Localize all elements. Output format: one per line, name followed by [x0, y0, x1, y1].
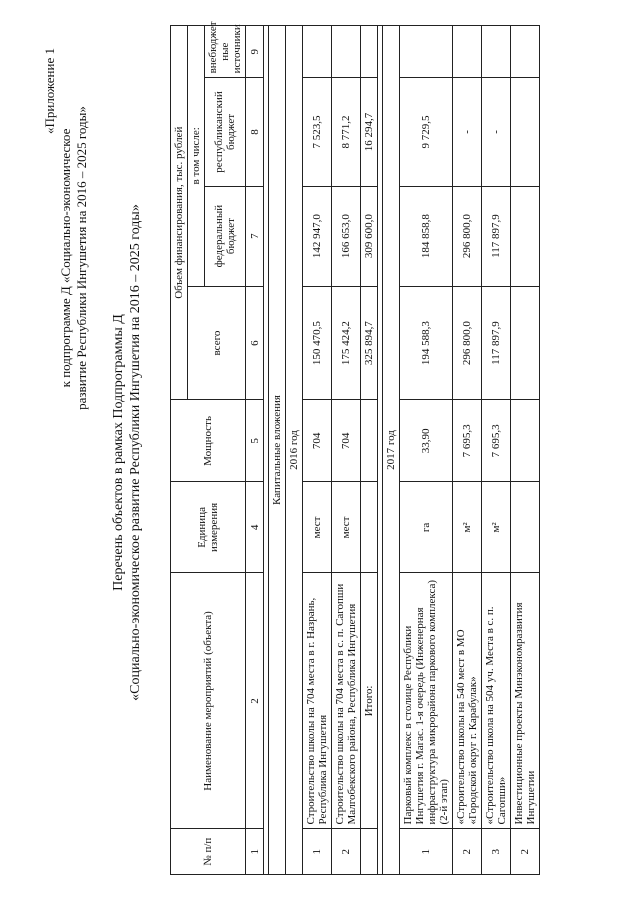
total-num: [361, 829, 378, 875]
year-row: [286, 26, 303, 875]
row-extra: [482, 26, 511, 78]
row-capacity: 33,90: [400, 400, 453, 482]
total-regional: 16 294,7: [361, 78, 378, 186]
row-unit: га: [400, 482, 453, 573]
row-federal: 296 800,0: [453, 186, 482, 286]
row-capacity: 7 695,3: [482, 400, 511, 482]
row-regional: 7 523,5: [303, 78, 332, 186]
row-name: «Строительство школы на 540 мест в МО «Городской округ г. Карабулак»: [453, 573, 482, 829]
row-federal: 184 858,8: [400, 186, 453, 286]
header-including: в том числе:: [188, 26, 205, 287]
total-unit: [361, 482, 378, 573]
header-total: всего: [188, 286, 246, 400]
header-regional: республиканский бюджет: [205, 78, 246, 186]
row-unit: [511, 482, 540, 573]
row-name: «Строительство школа на 504 уч. Места в с. п. Сагопши»: [482, 573, 511, 829]
index-row: [246, 26, 264, 875]
title-line-2: «Социально-экономическое развитие Республики Ингушетия на 2016 – 2025 годы»: [128, 204, 143, 701]
row-extra: [332, 26, 361, 78]
row-name: Парковый комплекс в столице Республики Ингушетия г. Магас. 1-я очередь (Инженерная инфраструктура микрорайона паркового комплекса) (2-й этап): [400, 573, 453, 829]
row-num: 2: [511, 829, 540, 875]
header-federal: федеральный бюджет: [205, 186, 246, 286]
table-row: [511, 26, 540, 875]
row-capacity: [511, 400, 540, 482]
row-num: 2: [332, 829, 361, 875]
row-extra: [453, 26, 482, 78]
total-total: 325 894,7: [361, 286, 378, 400]
row-federal: [511, 186, 540, 286]
row-total: 150 470,5: [303, 286, 332, 400]
row-total: 175 424,2: [332, 286, 361, 400]
row-federal: 142 947,0: [303, 186, 332, 286]
row-regional: 9 729,5: [400, 78, 453, 186]
index-cell: 5: [246, 400, 264, 482]
row-regional: 8 771,2: [332, 78, 361, 186]
row-total: 194 588,3: [400, 286, 453, 400]
row-extra: [400, 26, 453, 78]
row-total: [511, 286, 540, 400]
table-row: [400, 26, 453, 875]
appendix-header: [42, 48, 90, 468]
total-capacity: [361, 400, 378, 482]
row-num: 3: [482, 829, 511, 875]
index-cell: 8: [246, 78, 264, 186]
row-name: Строительство школы на 704 места в с. п. Сагопши Малгобекского района, Республика Ингушетия: [332, 573, 361, 829]
section-row: [269, 26, 286, 875]
table-row: [453, 26, 482, 875]
row-total: 117 897,9: [482, 286, 511, 400]
section-capital: Капитальные вложения: [269, 26, 286, 875]
row-extra: [511, 26, 540, 78]
index-cell: 4: [246, 482, 264, 573]
year-2016: 2016 год: [286, 26, 303, 875]
row-capacity: 704: [303, 400, 332, 482]
appendix-line-2: к подпрограмме Д «Социально-экономическое: [58, 128, 73, 388]
row-regional: -: [453, 78, 482, 186]
year-row: [383, 26, 400, 875]
table-row: [482, 26, 511, 875]
total-federal: 309 600,0: [361, 186, 378, 286]
total-label: Итого:: [361, 573, 378, 829]
row-num: 1: [400, 829, 453, 875]
index-cell: 1: [246, 829, 264, 875]
total-row: [361, 26, 378, 875]
row-unit: мест: [332, 482, 361, 573]
index-cell: 6: [246, 286, 264, 400]
row-num: 1: [303, 829, 332, 875]
row-name: Инвестиционные проекты Минэкономразвития Ингушетии: [511, 573, 540, 829]
row-extra: [303, 26, 332, 78]
index-cell: 7: [246, 186, 264, 286]
objects-table: [170, 21, 540, 875]
document-title: [110, 0, 144, 905]
table-row: [332, 26, 361, 875]
row-capacity: 7 695,3: [453, 400, 482, 482]
title-line-1: Перечень объектов в рамках Подпрограммы Д: [111, 314, 126, 591]
row-total: 296 800,0: [453, 286, 482, 400]
year-2017: 2017 год: [383, 26, 400, 875]
header-funding: Объем финансирования, тыс. рублей: [171, 26, 188, 400]
row-federal: 166 653,0: [332, 186, 361, 286]
row-name: Строительство школы на 704 места в г. Назрань, Республика Ингушетия: [303, 573, 332, 829]
header-unit: Единица измерения: [171, 482, 246, 573]
header-capacity: Мощность: [171, 400, 246, 482]
row-unit: мест: [303, 482, 332, 573]
row-regional: [511, 78, 540, 186]
total-extra: [361, 26, 378, 78]
index-cell: 2: [246, 573, 264, 829]
header-num: № п/п: [171, 829, 246, 875]
row-num: 2: [453, 829, 482, 875]
header-extra: внебюджет ные источники: [205, 26, 246, 78]
row-regional: -: [482, 78, 511, 186]
row-capacity: 704: [332, 400, 361, 482]
table-row: [303, 26, 332, 875]
index-cell: 9: [246, 26, 264, 78]
appendix-line-1: «Приложение 1: [42, 48, 57, 135]
row-unit: м²: [453, 482, 482, 573]
row-federal: 117 897,9: [482, 186, 511, 286]
header-name: Наименование мероприятий (объекта): [171, 573, 246, 829]
row-unit: м²: [482, 482, 511, 573]
appendix-line-3: развитие Республики Ингушетия на 2016 – 2025 годы»: [74, 106, 89, 410]
